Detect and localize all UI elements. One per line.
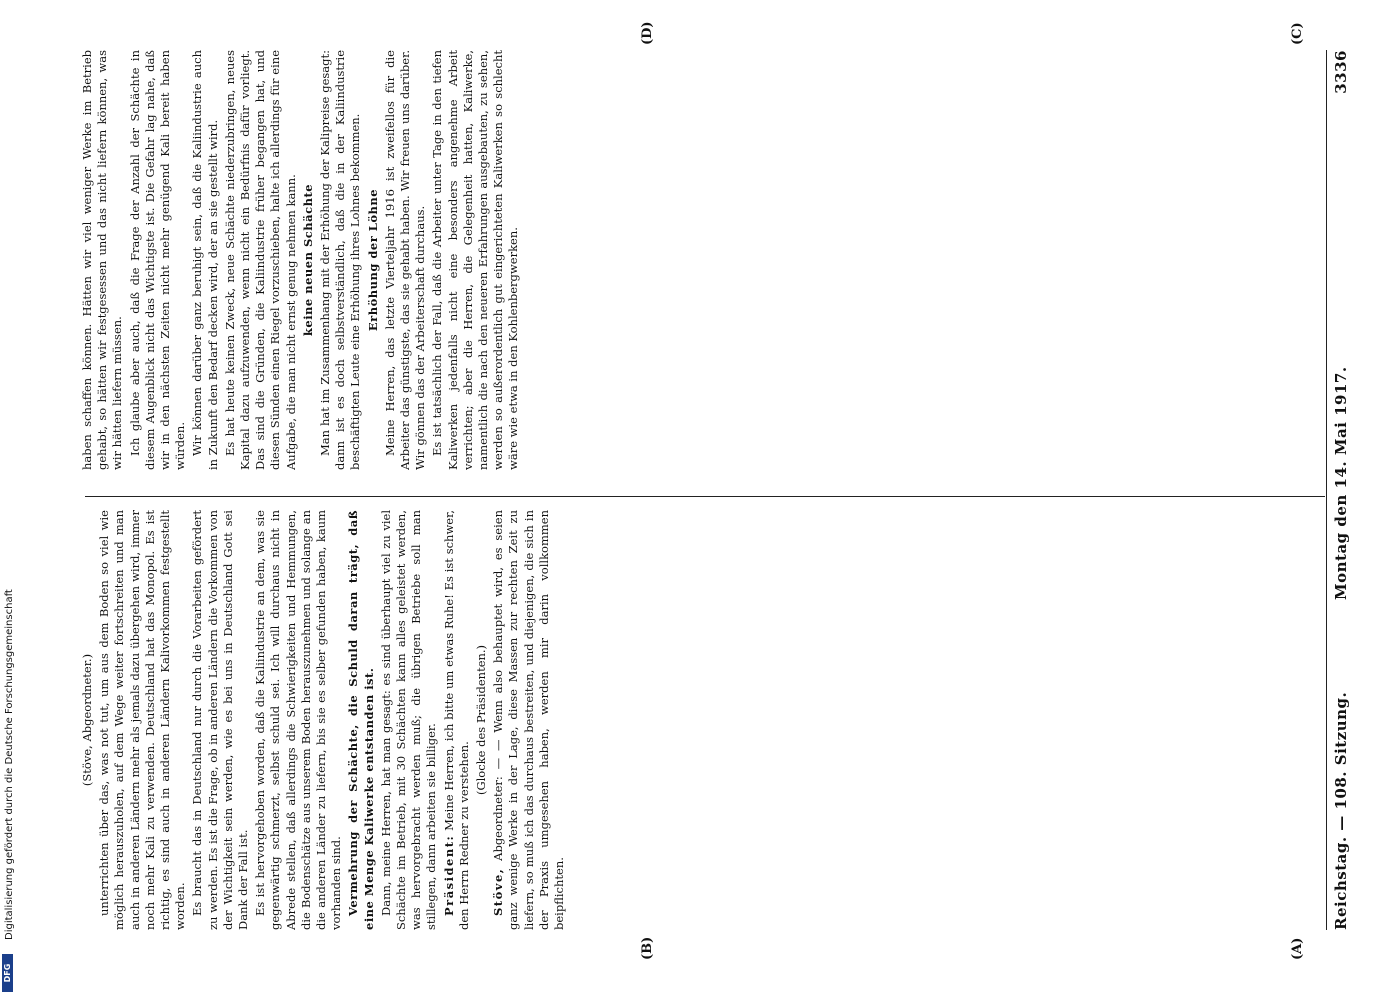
column-divider [85, 496, 1325, 497]
left-paragraph-1: unterrichten über das, was not tut, um aus dem Boden so viel wie möglich herauszuholen, auf dem Wege weiter fortschreiten und man auch in anderen Ländern mehr als jemals dazu übergehen wird, immer noch mehr Kali zu verwenden. Deutschland hat das Monopol. Es ist richtig, es sind auch in anderen Ländern Kalivorkommen festgestellt worden. [97, 510, 188, 930]
left-paragraph-2: Es braucht das in Deutschland nur durch die Vorarbeiten gefördert zu werden. Es ist die Frage, ob in anderen Ländern die Vorkommen von der Wichtigkeit sein werden, wie es bei uns in Deutschland Gott sei Dank der Fall ist. [190, 510, 251, 930]
bell-note: (Glocke des Präsidenten.) [474, 644, 489, 796]
left-column [80, 510, 1320, 930]
header-rule [1326, 50, 1327, 930]
right-paragraph-7: Es ist tatsächlich der Fall, daß die Arbeiter unter Tage in den tiefen Kaliwerken jedenfalls nicht eine besonders angenehme Arbeit verrichten; aber die Herren, die Gelegenheit hatten, Kaliwerke, namentlich die nach den neueren Erfahrungen ausgebauten, zu sehen, werden so außerordentlich gut eingerichteten Kaliwerken so schlecht wäre wie etwa in den Kohlenbergwerken. [430, 50, 521, 470]
marker-a: (A) [1290, 937, 1305, 960]
speaker-tag: (Stöve, Abgeordneter.) [80, 653, 94, 787]
erhoehung-der-loehne: Erhöhung der Löhne [365, 188, 380, 332]
right-paragraph-3: Wir können darüber ganz beruhigt sein, daß die Kaliindustrie auch in Zukunft den Bedarf decken wird, der an sie gestellt wird. [190, 50, 220, 470]
right-column [80, 50, 1325, 470]
page-header [1332, 50, 1354, 930]
right-paragraph-6: Meine Herren, das letzte Vierteljahr 1916 ist zweifellos für die Arbeiter das günstigste, das sie gehabt haben. Wir freuen uns darüber. Wir gönnen das der Arbeiterschaft durchaus. [382, 50, 428, 470]
right-paragraph-4: Es hat heute keinen Zweck, neue Schächte niederzubringen, neues Kapital dazu aufzuwenden, wenn nicht ein Bedürfnis dafür vorliegt. Das sind die Gründen, die Kaliindustrie früher begangen hat, und diesen Sünden einen Riegel vorzuschieben, halte ich allerdings für eine Aufgabe, die man nicht ernst genug nehmen kann. [222, 50, 298, 470]
right-paragraph-2: Ich glaube aber auch, daß die Frage der Anzahl der Schächte in diesem Augenblick nicht das Wichtigste ist. Die Gefahr lag nahe, daß wir in den nächsten Zeiten nicht mehr genügend Kali bereit haben würden. [127, 50, 188, 470]
header-page-number: 3336 [1332, 50, 1350, 94]
stoeve-text: Abgeordneter: — — Wenn also behauptet wird, es seien ganz wenige Werke in der Lage, diese Massen zur rechten Zeit zu liefern, so muß ich das durchaus bestreiten, und diejenigen, die sich in der Praxis umgesehen haben, werden mir darin vollkommen beipflichten. [491, 510, 567, 930]
left-paragraph-4: Vermehrung der Schächte, die Schuld daran trägt, daß eine Menge Kaliwerke entstanden ist. [346, 510, 376, 930]
president-label: Präsident: [441, 834, 456, 916]
dfg-logo: DFG [2, 954, 13, 992]
stoeve-remark [491, 510, 567, 930]
header-date: Montag den 14. Mai 1917. [1332, 366, 1350, 600]
digitization-note: Digitalisierung gefördert durch die Deutsche Forschungsgemeinschaft [4, 589, 15, 940]
marker-b: (B) [640, 936, 655, 960]
stoeve-label: Stöve, [491, 867, 506, 916]
right-paragraph-1: haben schaffen können. Hätten wir viel weniger Werke im Betrieb gehabt, so hätten wir festgesessen und das nicht liefern können, was wir hätten liefern müssen. [80, 50, 125, 470]
marker-d: (D) [640, 21, 655, 45]
right-paragraph-5: Man hat im Zusammenhang mit der Erhöhung der Kalipreise gesagt: dann ist es doch selbstverständlich, daß die in der Kaliindustrie beschäftigten Leute eine Erhöhung ihres Lohnes bekommen. [318, 50, 363, 470]
header-session: Reichstag. — 108. Sitzung. [1332, 691, 1350, 930]
keine-neuen-schaechte: keine neuen Schächte [300, 183, 315, 337]
left-paragraph-3: Es ist hervorgehoben worden, daß die Kaliindustrie an dem, was sie gegenwärtig schmerzt, selbst schuld sei. Ich will durchaus nicht in Abrede stellen, daß allerdings die Schwierigkeiten und Hemmungen, die Bodenschätze aus unserem Boden herauszunehmen und solange an die anderen Länder zu liefern, bis sie es selber gefunden haben, kaum vorhanden sind. [253, 510, 344, 930]
left-paragraph-5: Dann, meine Herren, hat man gesagt: es sind überhaupt viel zu viel Schächte im Betrieb, mit 30 Schächten kann alles geleistet werden, was hervorgebracht werden muß; die übrigen Betriebe soll man stillegen, dann arbeiten sie billiger. [378, 510, 439, 930]
marker-c: (C) [1290, 22, 1305, 45]
president-remark [442, 510, 472, 930]
president-text: Meine Herren, ich bitte um etwas Ruhe! Es ist schwer, den Herrn Redner zu verstehen. [441, 510, 471, 930]
